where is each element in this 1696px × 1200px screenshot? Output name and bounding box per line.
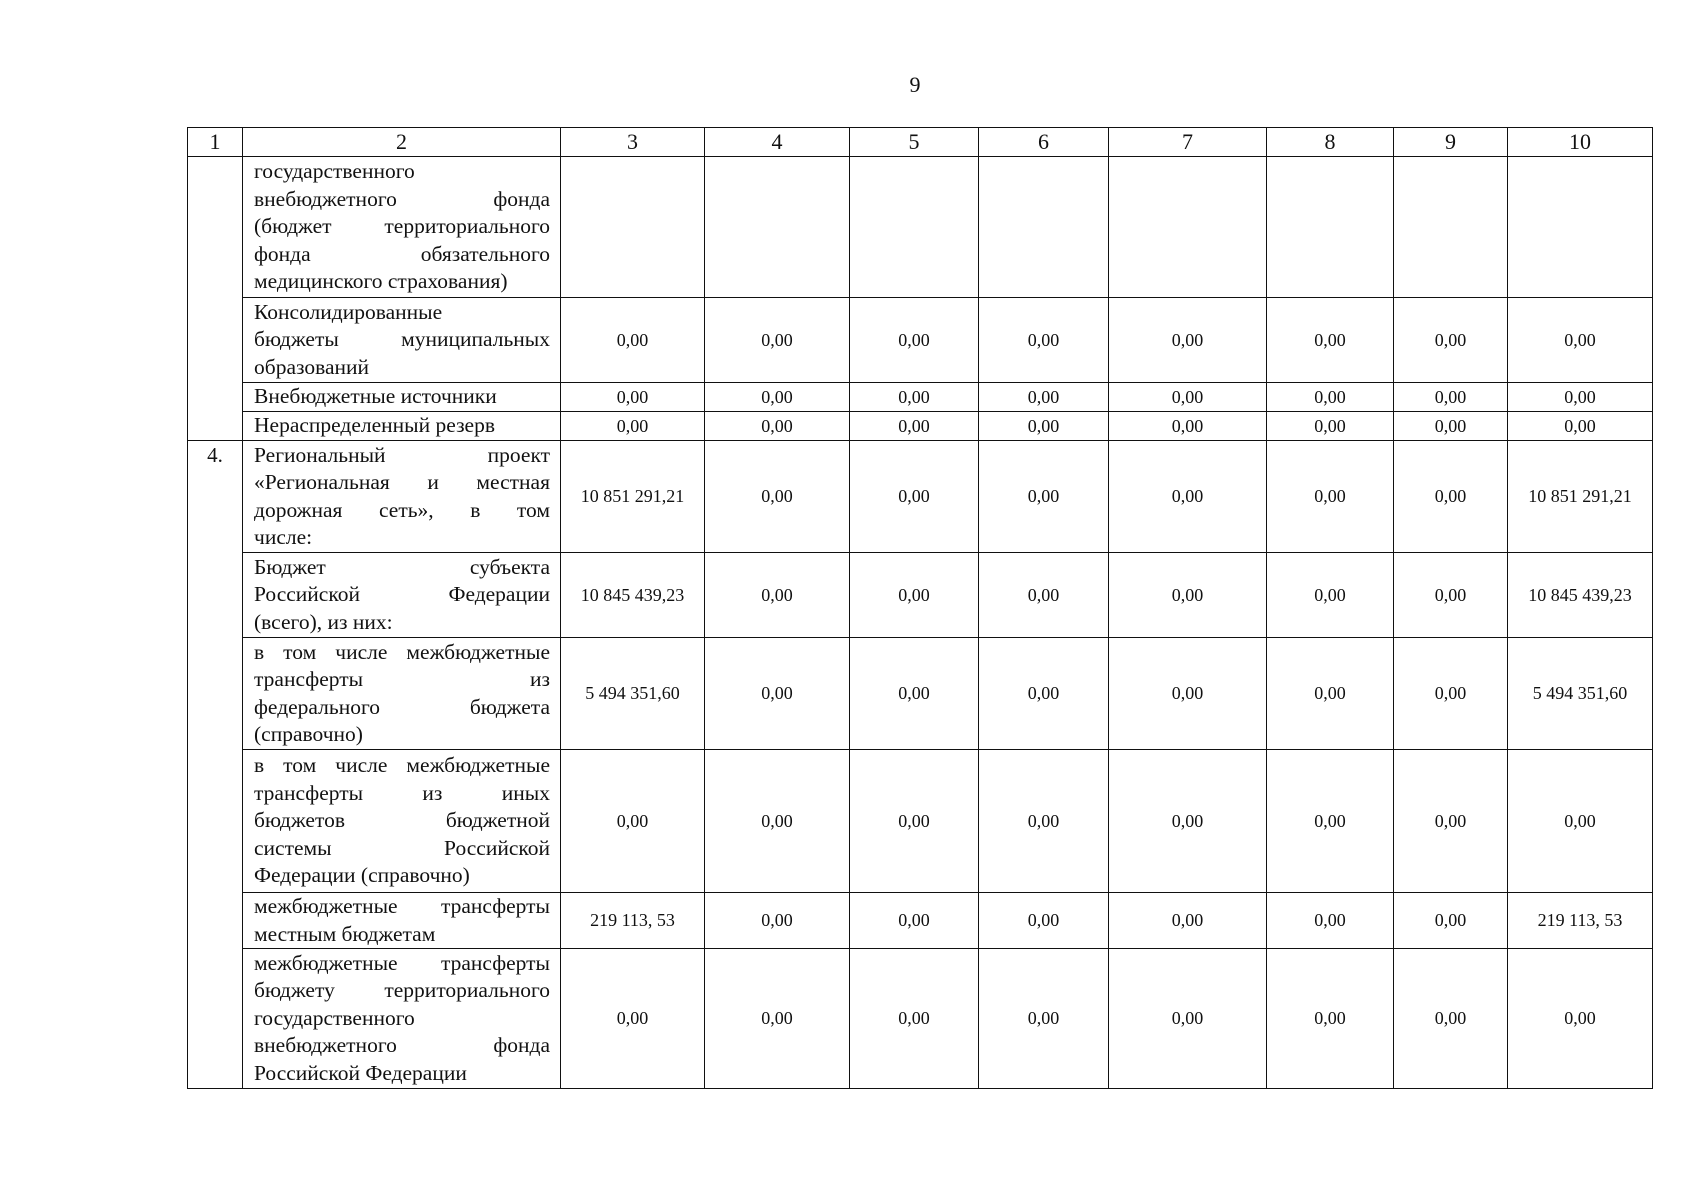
value-cell: 0,00 xyxy=(561,750,705,893)
description-line: медицинского страхования) xyxy=(254,269,508,294)
value-cell xyxy=(979,157,1109,298)
row-index xyxy=(188,157,243,298)
column-header: 6 xyxy=(979,128,1109,157)
row-index xyxy=(188,949,243,1089)
value-cell: 0,00 xyxy=(979,553,1109,638)
description-line: (всего), из них: xyxy=(254,609,393,634)
description-line: внебюджетного фонда xyxy=(254,186,550,211)
column-header: 3 xyxy=(561,128,705,157)
value-cell: 0,00 xyxy=(850,949,979,1089)
value-cell: 0,00 xyxy=(705,441,850,553)
value-cell: 0,00 xyxy=(1267,893,1394,949)
description-line: трансферты из xyxy=(254,667,550,691)
description-line: федерального бюджета xyxy=(254,694,550,719)
column-header: 7 xyxy=(1109,128,1267,157)
description-line: дорожная сеть», в том xyxy=(254,497,550,522)
value-cell: 0,00 xyxy=(1109,412,1267,441)
value-cell: 0,00 xyxy=(1267,638,1394,750)
row-description xyxy=(243,949,561,1089)
description-line: бюджету территориального xyxy=(254,978,550,1003)
table-row xyxy=(188,893,1653,949)
value-cell: 0,00 xyxy=(705,383,850,412)
description-line: трансферты из иных xyxy=(254,780,550,805)
value-cell xyxy=(1109,157,1267,298)
table-row xyxy=(188,949,1653,1089)
value-cell: 0,00 xyxy=(1508,298,1653,383)
value-cell: 0,00 xyxy=(979,383,1109,412)
value-cell: 10 851 291,21 xyxy=(561,441,705,553)
value-cell: 0,00 xyxy=(1394,893,1508,949)
value-cell: 0,00 xyxy=(705,893,850,949)
value-cell: 0,00 xyxy=(1109,949,1267,1089)
row-index xyxy=(188,298,243,383)
description-line: государственного xyxy=(254,1005,415,1030)
table-row xyxy=(188,638,1653,750)
value-cell: 0,00 xyxy=(979,949,1109,1089)
description-line: Бюджет субъекта xyxy=(254,554,550,579)
value-cell: 0,00 xyxy=(1267,298,1394,383)
value-cell: 0,00 xyxy=(1394,750,1508,893)
value-cell: 0,00 xyxy=(1508,412,1653,441)
value-cell: 0,00 xyxy=(1508,383,1653,412)
description-line: Российской Федерации xyxy=(254,1060,467,1085)
value-cell: 0,00 xyxy=(1394,412,1508,441)
row-index xyxy=(188,893,243,949)
value-cell xyxy=(705,157,850,298)
value-cell: 0,00 xyxy=(705,750,850,893)
value-cell: 0,00 xyxy=(1109,750,1267,893)
column-header: 8 xyxy=(1267,128,1394,157)
row-description xyxy=(243,383,561,412)
description-line: образований xyxy=(254,354,370,379)
row-description xyxy=(243,298,561,383)
description-line: Консолидированные xyxy=(254,299,443,324)
description-line: Федерации (справочно) xyxy=(254,863,470,888)
value-cell: 0,00 xyxy=(561,298,705,383)
row-index xyxy=(188,638,243,750)
description-line: (бюджет территориального xyxy=(254,214,550,239)
column-number-row xyxy=(188,128,1653,157)
value-cell: 0,00 xyxy=(979,441,1109,553)
value-cell: 0,00 xyxy=(1394,949,1508,1089)
value-cell: 0,00 xyxy=(705,553,850,638)
value-cell: 0,00 xyxy=(1267,441,1394,553)
value-cell: 0,00 xyxy=(850,412,979,441)
value-cell: 219 113, 53 xyxy=(1508,893,1653,949)
value-cell: 0,00 xyxy=(850,750,979,893)
value-cell: 5 494 351,60 xyxy=(1508,638,1653,750)
value-cell: 0,00 xyxy=(705,949,850,1089)
value-cell: 0,00 xyxy=(979,298,1109,383)
table-row xyxy=(188,553,1653,638)
table-row xyxy=(188,157,1653,298)
row-description xyxy=(243,441,561,553)
value-cell: 0,00 xyxy=(979,893,1109,949)
row-description xyxy=(243,157,561,298)
column-header: 2 xyxy=(243,128,561,157)
description-line: бюджетов бюджетной xyxy=(254,808,550,833)
column-header: 5 xyxy=(850,128,979,157)
row-index xyxy=(188,383,243,412)
row-description xyxy=(243,553,561,638)
value-cell xyxy=(1267,157,1394,298)
description-line: фонда обязательного xyxy=(254,241,550,266)
value-cell: 0,00 xyxy=(1109,638,1267,750)
description-line: бюджеты муниципальных xyxy=(254,327,550,352)
column-header: 10 xyxy=(1508,128,1653,157)
table-row xyxy=(188,383,1653,412)
table-row xyxy=(188,298,1653,383)
row-index xyxy=(188,412,243,441)
description-line: системы Российской xyxy=(254,835,550,860)
row-description xyxy=(243,412,561,441)
value-cell xyxy=(850,157,979,298)
description-line: межбюджетные трансферты xyxy=(254,894,550,918)
value-cell: 0,00 xyxy=(705,638,850,750)
value-cell: 0,00 xyxy=(1267,949,1394,1089)
value-cell: 0,00 xyxy=(1109,553,1267,638)
value-cell: 0,00 xyxy=(850,638,979,750)
value-cell: 0,00 xyxy=(850,383,979,412)
value-cell: 0,00 xyxy=(1267,412,1394,441)
value-cell: 0,00 xyxy=(979,638,1109,750)
description-line: Российской Федерации xyxy=(254,582,550,607)
value-cell: 0,00 xyxy=(1394,383,1508,412)
value-cell: 0,00 xyxy=(1267,750,1394,893)
value-cell: 0,00 xyxy=(1109,298,1267,383)
value-cell: 0,00 xyxy=(850,553,979,638)
value-cell: 0,00 xyxy=(979,750,1109,893)
column-header: 9 xyxy=(1394,128,1508,157)
description-line: внебюджетного фонда xyxy=(254,1033,550,1058)
row-description xyxy=(243,893,561,949)
description-line: (справочно) xyxy=(254,722,363,746)
value-cell xyxy=(1394,157,1508,298)
value-cell xyxy=(561,157,705,298)
row-description xyxy=(243,638,561,750)
column-header: 4 xyxy=(705,128,850,157)
value-cell: 0,00 xyxy=(1109,383,1267,412)
value-cell: 0,00 xyxy=(1394,298,1508,383)
value-cell: 0,00 xyxy=(1508,750,1653,893)
description-line: государственного xyxy=(254,159,415,184)
value-cell: 0,00 xyxy=(1267,553,1394,638)
value-cell: 10 851 291,21 xyxy=(1508,441,1653,553)
row-description xyxy=(243,750,561,893)
value-cell: 0,00 xyxy=(1267,383,1394,412)
value-cell: 0,00 xyxy=(561,949,705,1089)
table-row xyxy=(188,441,1653,553)
table-row xyxy=(188,412,1653,441)
budget-table xyxy=(187,127,1653,1089)
value-cell: 0,00 xyxy=(1394,553,1508,638)
description-line: числе: xyxy=(254,525,313,549)
value-cell: 0,00 xyxy=(705,298,850,383)
column-header: 1 xyxy=(188,128,243,157)
value-cell: 0,00 xyxy=(561,383,705,412)
value-cell: 219 113, 53 xyxy=(561,893,705,949)
row-index xyxy=(188,553,243,638)
description-line: Внебюджетные источники xyxy=(254,384,497,409)
description-line: Нераспределенный резерв xyxy=(254,413,496,438)
value-cell: 0,00 xyxy=(561,412,705,441)
page-number: 9 xyxy=(909,72,921,97)
table-row xyxy=(188,750,1653,893)
description-line: Региональный проект xyxy=(254,442,550,467)
value-cell: 0,00 xyxy=(1109,441,1267,553)
value-cell xyxy=(1508,157,1653,298)
value-cell: 0,00 xyxy=(850,893,979,949)
description-line: местным бюджетам xyxy=(254,921,436,946)
value-cell: 10 845 439,23 xyxy=(561,553,705,638)
row-index: 4. xyxy=(188,441,243,553)
value-cell: 0,00 xyxy=(979,412,1109,441)
value-cell: 0,00 xyxy=(705,412,850,441)
description-line: межбюджетные трансферты xyxy=(254,950,550,975)
value-cell: 0,00 xyxy=(1394,638,1508,750)
value-cell: 5 494 351,60 xyxy=(561,638,705,750)
value-cell: 0,00 xyxy=(850,298,979,383)
value-cell: 0,00 xyxy=(1508,949,1653,1089)
value-cell: 10 845 439,23 xyxy=(1508,553,1653,638)
description-line: «Региональная и местная xyxy=(254,470,550,494)
value-cell: 0,00 xyxy=(1394,441,1508,553)
value-cell: 0,00 xyxy=(850,441,979,553)
row-index xyxy=(188,750,243,893)
description-line: в том числе межбюджетные xyxy=(254,639,550,664)
description-line: в том числе межбюджетные xyxy=(254,753,550,778)
value-cell: 0,00 xyxy=(1109,893,1267,949)
